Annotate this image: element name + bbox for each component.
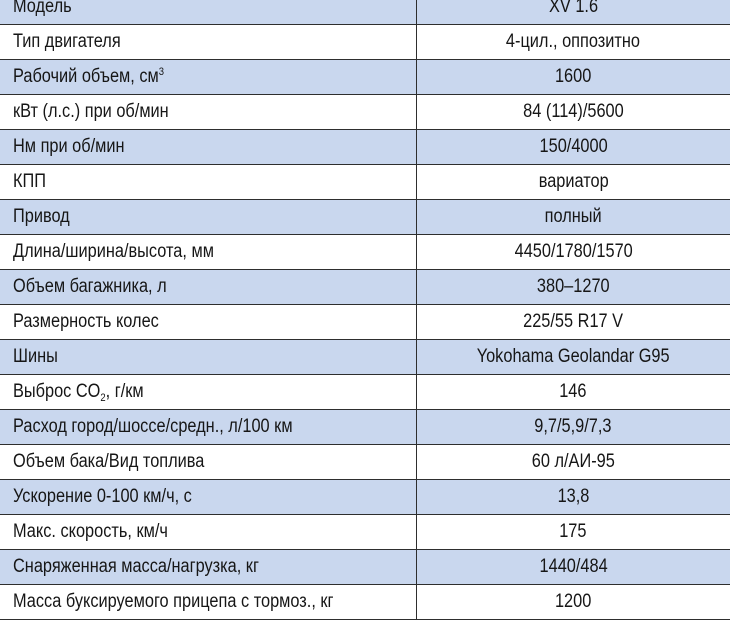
row-label: Макс. скорость, км/ч xyxy=(0,515,416,550)
table-row-model xyxy=(0,0,730,25)
row-value: 1600 xyxy=(416,60,730,95)
row-value: 13,8 xyxy=(416,480,730,515)
table-row-top-speed xyxy=(0,515,730,550)
row-value: 175 xyxy=(416,515,730,550)
table-row-drive xyxy=(0,200,730,235)
row-label: Объем бака/Вид топлива xyxy=(0,445,416,480)
row-value: 84 (114)/5600 xyxy=(416,95,730,130)
row-value: Yokohama Geolandar G95 xyxy=(416,340,730,375)
table-row-curb-weight xyxy=(0,550,730,585)
table-row-tires xyxy=(0,340,730,375)
table-row-wheels xyxy=(0,305,730,340)
table-row-gearbox xyxy=(0,165,730,200)
row-label: Размерность колес xyxy=(0,305,416,340)
row-value: 150/4000 xyxy=(416,130,730,165)
table-row-engine-type xyxy=(0,25,730,60)
row-value: 1200 xyxy=(416,585,730,620)
row-value: 1440/484 xyxy=(416,550,730,585)
row-label: Длина/ширина/высота, мм xyxy=(0,235,416,270)
row-value: 4-цил., оппозитно xyxy=(416,25,730,60)
table-row-co2 xyxy=(0,375,730,410)
table-row-displacement xyxy=(0,60,730,95)
row-label: Тип двигателя xyxy=(0,25,416,60)
row-value: 4450/1780/1570 xyxy=(416,235,730,270)
row-label: кВт (л.с.) при об/мин xyxy=(0,95,416,130)
row-value: 60 л/АИ-95 xyxy=(416,445,730,480)
table-row-towing xyxy=(0,585,730,620)
row-label: Привод xyxy=(0,200,416,235)
row-value: 9,7/5,9/7,3 xyxy=(416,410,730,445)
row-value: вариатор xyxy=(416,165,730,200)
table-row-trunk xyxy=(0,270,730,305)
row-label: Расход город/шоссе/средн., л/100 км xyxy=(0,410,416,445)
row-label: Шины xyxy=(0,340,416,375)
row-label: Объем багажника, л xyxy=(0,270,416,305)
row-label: Модель xyxy=(0,0,416,25)
table-row-consumption xyxy=(0,410,730,445)
row-value: XV 1.6 xyxy=(416,0,730,25)
row-label: Снаряженная масса/нагрузка, кг xyxy=(0,550,416,585)
row-value: 146 xyxy=(416,375,730,410)
table-row-dimensions xyxy=(0,235,730,270)
row-value: 380–1270 xyxy=(416,270,730,305)
row-label: Рабочий объем, $см^3$ xyxy=(0,60,416,95)
row-label: Ускорение 0-100 км/ч, с xyxy=(0,480,416,515)
row-value: полный xyxy=(416,200,730,235)
table-row-fuel-tank xyxy=(0,445,730,480)
row-label: Выброс $CO_2$, г/км xyxy=(0,375,416,410)
row-value: 225/55 R17 V xyxy=(416,305,730,340)
row-label: Нм при об/мин xyxy=(0,130,416,165)
row-label: КПП xyxy=(0,165,416,200)
table-row-acceleration xyxy=(0,480,730,515)
table-row-torque xyxy=(0,130,730,165)
table-row-power xyxy=(0,95,730,130)
row-label: Масса буксируемого прицепа с тормоз., кг xyxy=(0,585,416,620)
